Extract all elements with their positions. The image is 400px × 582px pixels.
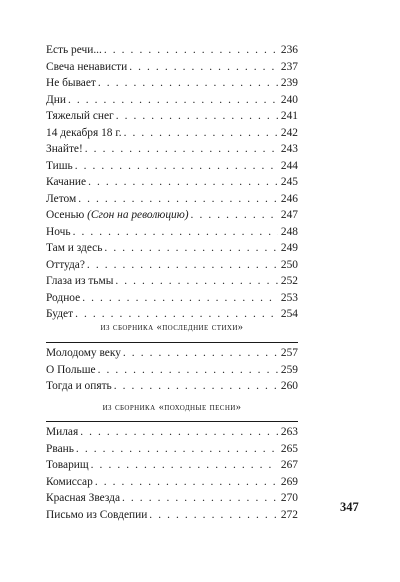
toc-entry-title: [46, 457, 91, 474]
section-rule: [46, 342, 298, 343]
toc-entry-page: 248: [280, 225, 298, 238]
dot-leader: [73, 224, 278, 241]
toc-entry-title-text: Красная Звезда: [46, 492, 121, 504]
toc-entry-title: [46, 108, 116, 125]
toc-entry: [46, 59, 298, 76]
dot-leader: [80, 424, 278, 441]
toc-entry-title-text: Молодому веку: [46, 347, 121, 359]
toc-entry-page: 245: [280, 176, 298, 188]
toc-entry-title-text: Милая: [46, 426, 79, 438]
toc-entry-title: [46, 362, 98, 379]
toc-entry: [46, 290, 298, 307]
dot-leader: [191, 207, 278, 224]
dot-leader: [115, 273, 278, 290]
toc-entry-page: 260: [280, 380, 298, 392]
toc-entry: [46, 457, 298, 474]
toc-entry-page: 243: [280, 143, 298, 155]
toc-entry-title-text: Тишь: [46, 159, 73, 172]
toc-entry-page: 259: [280, 363, 298, 376]
toc-entry-page: 249: [280, 242, 298, 254]
toc-entry-title-text: Не бывает: [46, 77, 96, 89]
toc-entry-title: [46, 92, 68, 109]
toc-entry-title-text: Комиссар: [46, 475, 93, 488]
toc-entry-page: 269: [280, 475, 298, 488]
toc-march-songs-list: [46, 424, 298, 523]
toc-entry-title-text: Родное: [46, 291, 81, 304]
toc-entry: [46, 174, 298, 191]
toc-entry-title: [46, 441, 76, 458]
dot-leader: [68, 92, 278, 109]
toc-entry-page: 239: [280, 77, 298, 89]
toc-entry-subtitle: (Сгон на революцию): [87, 209, 189, 221]
toc-entry-title-text: Ночь: [46, 225, 71, 238]
toc-entry: [46, 474, 298, 491]
toc-entry-title-text: Дни: [46, 93, 66, 106]
toc-entry-page: 272: [280, 508, 298, 521]
toc-entry-title-text: Качание: [46, 176, 87, 188]
toc-entry: [46, 507, 298, 524]
dot-leader: [85, 141, 278, 158]
toc-entry-title: [46, 125, 124, 142]
dot-leader: [122, 490, 278, 507]
toc-entry-title: [46, 257, 87, 274]
dot-leader: [116, 108, 278, 125]
dot-leader: [88, 174, 278, 191]
toc-entry: [46, 306, 298, 323]
dot-leader: [91, 457, 278, 474]
dot-leader: [75, 306, 278, 323]
toc-entry-title: [46, 290, 82, 307]
toc-entry-title-text: О Польше: [46, 363, 96, 376]
toc-entry-title: [46, 273, 115, 290]
toc-entry: [46, 257, 298, 274]
toc-entry: [46, 273, 298, 290]
toc-entry-title: [46, 224, 73, 241]
toc-entry-page: 237: [280, 60, 298, 73]
toc-entry-title: [46, 490, 122, 507]
dot-leader: [149, 507, 278, 524]
dot-leader: [104, 42, 278, 59]
toc-entry-title-text: Глаза из тьмы: [46, 275, 114, 287]
toc-entry: [46, 75, 298, 92]
section-heading-last-poems: из сборника «последние стихи»: [100, 322, 244, 333]
toc-entry-title-text: Письмо из Совдепии: [46, 508, 148, 521]
dot-leader: [123, 345, 278, 362]
toc-entry: [46, 125, 298, 142]
dot-leader: [95, 474, 278, 491]
toc-entry: [46, 158, 298, 175]
toc-entry-page: 240: [280, 93, 298, 106]
toc-entry-title: [46, 42, 104, 59]
toc-entry-page: 270: [280, 492, 298, 504]
toc-entry: [46, 441, 298, 458]
dot-leader: [98, 75, 278, 92]
toc-last-poems-list: [46, 345, 298, 395]
toc-entry: [46, 108, 298, 125]
toc-entry-title: [46, 474, 95, 491]
toc-entry-page: 242: [280, 126, 298, 139]
toc-entry-title: [46, 59, 129, 76]
dot-leader: [104, 240, 277, 257]
toc-entry-title-text: Оттуда?: [46, 258, 85, 271]
toc-entry: [46, 141, 298, 158]
toc-entry-page: 247: [280, 209, 298, 221]
toc-entry-title: [46, 207, 191, 224]
toc-entry-title: [46, 75, 98, 92]
toc-entry: [46, 424, 298, 441]
dot-leader: [114, 378, 278, 395]
toc-entry-title: [46, 174, 88, 191]
dot-leader: [78, 191, 278, 208]
toc-entry: [46, 207, 298, 224]
toc-entry-page: 250: [280, 258, 298, 271]
toc-entry-title: [46, 345, 123, 362]
toc-entry: [46, 240, 298, 257]
dot-leader: [82, 290, 278, 307]
section-rule: [46, 421, 298, 422]
toc-entry-title-text: Летом: [46, 192, 77, 205]
toc-main-list: [46, 42, 298, 323]
toc-entry-title-text: Есть речи...: [46, 44, 102, 56]
toc-entry-title-text: Будет: [46, 308, 74, 320]
toc-entry-page: 252: [280, 275, 298, 287]
toc-entry-title-text: 14 декабря 18 г.: [46, 126, 122, 139]
toc-entry-title: [46, 191, 78, 208]
toc-entry-title: [46, 507, 149, 524]
toc-entry-title: [46, 141, 85, 158]
dot-leader: [75, 158, 278, 175]
toc-entry-page: 265: [280, 442, 298, 455]
toc-entry-page: 241: [280, 110, 298, 122]
toc-entry: [46, 345, 298, 362]
toc-entry-title: [46, 240, 104, 257]
toc-entry-title: [46, 158, 75, 175]
toc-entry: [46, 191, 298, 208]
toc-entry: [46, 378, 298, 395]
toc-entry-title-text: Тогда и опять: [46, 380, 112, 392]
toc-entry-title: [46, 306, 75, 323]
toc-entry-title: [46, 424, 80, 441]
toc-entry-page: 257: [280, 347, 298, 359]
toc-entry-title-text: Там и здесь: [46, 242, 103, 254]
toc-entry: [46, 224, 298, 241]
toc-entry: [46, 490, 298, 507]
toc-entry-title-text: Знайте!: [46, 143, 83, 155]
toc-entry-page: 253: [280, 291, 298, 304]
dot-leader: [87, 257, 278, 274]
page-number: 347: [340, 500, 359, 514]
toc-entry-title-text: Рвань: [46, 442, 74, 455]
dot-leader: [98, 362, 278, 379]
toc-entry-title-text: Осенью: [46, 209, 85, 221]
toc-entry-title-text: Тяжелый снег: [46, 110, 114, 122]
toc-entry-page: 254: [280, 308, 298, 320]
dot-leader: [124, 125, 278, 142]
toc-entry-title: [46, 378, 114, 395]
toc-entry-page: 267: [280, 459, 298, 471]
toc-entry-title-text: Товарищ: [46, 459, 89, 471]
toc-entry-page: 244: [280, 159, 298, 172]
toc-entry-page: 263: [280, 426, 298, 438]
toc-entry-page: 236: [280, 44, 298, 56]
toc-entry-page: 246: [280, 192, 298, 205]
toc-entry: [46, 42, 298, 59]
toc-entry: [46, 92, 298, 109]
dot-leader: [129, 59, 278, 76]
section-heading-march-songs: из сборника «походные песни»: [102, 402, 242, 413]
toc-entry: [46, 362, 298, 379]
toc-entry-title-text: Свеча ненависти: [46, 60, 128, 73]
dot-leader: [76, 441, 278, 458]
